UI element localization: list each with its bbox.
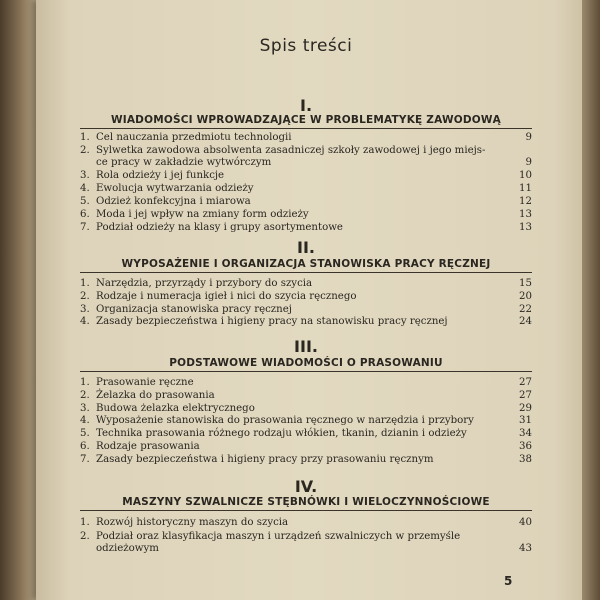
- toc-entry-title: Sylwetka zawodowa absolwenta zasadniczej szkoły zawodowej i jego miejs-: [96, 144, 486, 156]
- toc-entry-title: Budowa żelazka elektrycznego: [96, 402, 255, 414]
- section-heading: WIADOMOŚCI WPROWADZAJĄCE W PROBLEMATYKĘ ZAWODOWĄ: [110, 114, 502, 126]
- toc-entry-title: Żelazka do prasowania: [96, 389, 215, 401]
- toc-entry-title: Odzież konfekcyjna i miarowa: [96, 196, 251, 207]
- section-numeral: I.: [299, 96, 313, 115]
- toc-entry-title: Podział odzieży na klasy i grupy asortymentowe: [96, 221, 343, 233]
- toc-entry-title: Prasowanie ręczne: [96, 377, 194, 388]
- toc-entry-page: 31: [519, 415, 532, 427]
- toc-entry-title: Technika prasowania różnego rodzaju włókien, tkanin, dzianin i odzieży: [96, 428, 467, 440]
- toc-entry-number: 5.: [80, 196, 90, 207]
- toc-entry-number: 6.: [80, 441, 90, 452]
- toc-entry-title: Rodzaje i numeracja igieł i nici do szycia ręcznego: [96, 290, 357, 302]
- toc-entry-title: Zasady bezpieczeństwa i higieny pracy na stanowisku pracy ręcznej: [96, 316, 448, 328]
- section-heading: WYPOSAŻENIE I ORGANIZACJA STANOWISKA PRACY RĘCZNEJ: [121, 258, 491, 270]
- toc-entry-page: 36: [519, 441, 532, 452]
- toc-entry-number: 2.: [80, 290, 90, 302]
- toc-entry-number: 7.: [80, 453, 90, 465]
- section-rule: [80, 510, 532, 511]
- book-spine-shadow: [0, 0, 36, 600]
- toc-entry-page: 13: [519, 221, 532, 233]
- toc-entry-number: 2.: [80, 144, 90, 156]
- toc-entry-title-continued: odzieżowym: [96, 543, 159, 554]
- book-page: [36, 0, 582, 600]
- page-number: 5: [504, 574, 513, 588]
- toc-entry-number: 1.: [80, 132, 90, 143]
- toc-entry-title: Podział oraz klasyfikacja maszyn i urządzeń szwalniczych w przemyśle: [96, 531, 461, 542]
- toc-entry-page: 38: [519, 453, 532, 465]
- section-heading: PODSTAWOWE WIADOMOŚCI O PRASOWANIU: [169, 357, 443, 369]
- section-heading: MASZYNY SZWALNICZE STĘBNÓWKI I WIELOCZYNNOŚCIOWE: [122, 496, 490, 508]
- toc-entry-title: Wyposażenie stanowiska do prasowania ręcznego w narzędzia i przybory: [96, 415, 474, 427]
- toc-entry-number: 4.: [80, 316, 90, 328]
- toc-entry-title: Ewolucja wytwarzania odzieży: [96, 183, 254, 195]
- section-rule: [80, 272, 532, 273]
- toc-entry-page: 10: [519, 170, 532, 182]
- toc-entry-title: Rozwój historyczny maszyn do szycia: [96, 517, 289, 528]
- toc-entry-page: 40: [519, 517, 532, 528]
- toc-entry-page: 22: [519, 303, 532, 315]
- toc-entry-title: Cel nauczania przedmiotu technologii: [96, 132, 292, 143]
- toc-entry-page: 13: [519, 208, 532, 220]
- toc-entry-page: 34: [519, 428, 532, 440]
- section-numeral: IV.: [294, 477, 318, 496]
- toc-entry-page: 27: [519, 377, 532, 388]
- toc-entry-page: 11: [519, 183, 532, 195]
- toc-entry-number: 3.: [80, 402, 90, 414]
- toc-entry-number: 7.: [80, 221, 90, 233]
- section-numeral: II.: [297, 238, 315, 257]
- toc-entry-page: 27: [519, 389, 532, 401]
- toc-entry-number: 1.: [80, 517, 90, 528]
- toc-entry-number: 1.: [80, 278, 90, 289]
- toc-entry-number: 3.: [80, 170, 90, 182]
- section-rule: [80, 371, 532, 372]
- toc-entry-page: 43: [519, 543, 532, 554]
- toc-entry-number: 2.: [80, 389, 90, 401]
- toc-entry-page: 12: [519, 196, 532, 207]
- toc-entry-number: 4.: [80, 183, 90, 195]
- toc-entry-title: Zasady bezpieczeństwa i higieny pracy przy prasowaniu ręcznym: [96, 453, 434, 465]
- toc-entry-page: 9: [525, 156, 532, 168]
- toc-entry-number: 4.: [80, 415, 90, 427]
- section-numeral: III.: [294, 337, 318, 356]
- toc-entry-number: 1.: [80, 377, 90, 388]
- toc-entry-title: Rola odzieży i jej funkcje: [96, 170, 225, 182]
- toc-entry-page: 20: [519, 290, 532, 302]
- toc-entry-title: Moda i jej wpływ na zmiany form odzieży: [96, 208, 309, 220]
- page-title: Spis treści: [259, 36, 353, 56]
- toc-entry-number: 2.: [80, 531, 90, 542]
- toc-entry-title: Organizacja stanowiska pracy ręcznej: [96, 303, 292, 315]
- toc-entry-page: 24: [519, 316, 532, 328]
- toc-entry-title: Narzędzia, przyrządy i przybory do szycia: [96, 278, 313, 289]
- toc-entry-page: 9: [525, 132, 532, 143]
- page-edge-shadow: [582, 0, 600, 600]
- toc-entry-page: 15: [519, 278, 532, 289]
- toc-entry-number: 5.: [80, 428, 90, 440]
- toc-entry-title: Rodzaje prasowania: [96, 441, 200, 452]
- toc-entry-number: 3.: [80, 303, 90, 315]
- toc-entry-title-continued: ce pracy w zakładzie wytwórczym: [96, 156, 272, 168]
- section-rule: [80, 128, 532, 129]
- toc-entry-page: 29: [519, 402, 532, 414]
- toc-entry-number: 6.: [80, 208, 90, 220]
